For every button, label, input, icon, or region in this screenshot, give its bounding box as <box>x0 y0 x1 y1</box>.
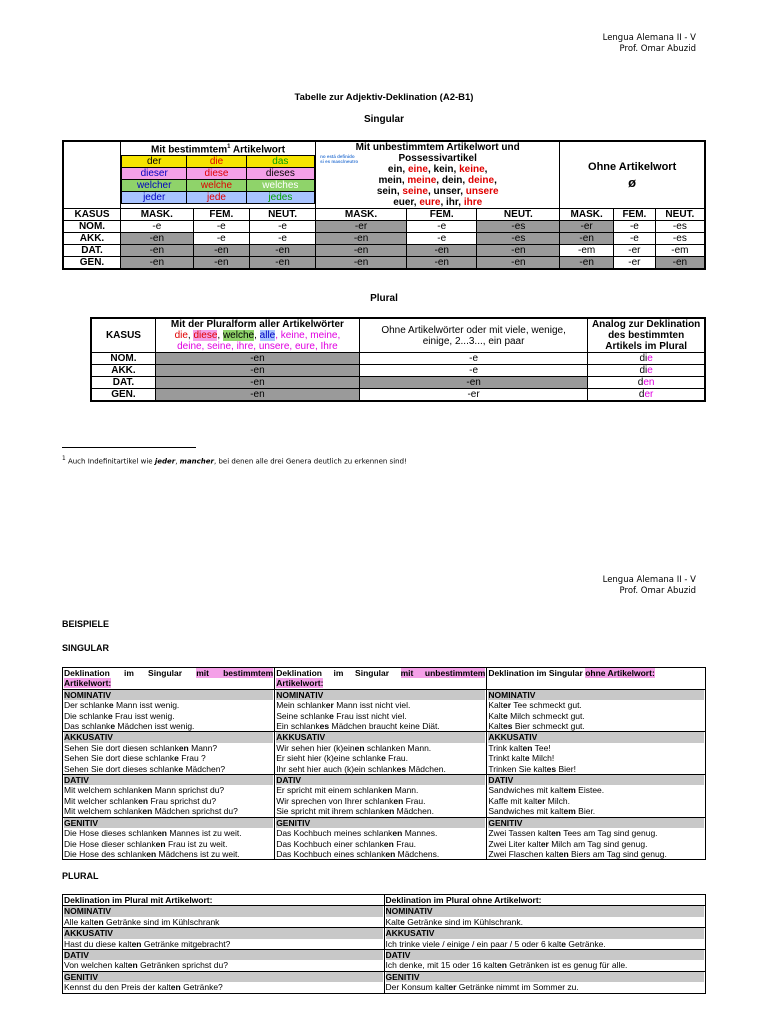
indef-line-2: mein, meine, dein, deine, <box>378 175 497 186</box>
plural-examples-dat <box>63 950 706 972</box>
empty-corner <box>63 141 121 209</box>
col-fem: FEM. <box>614 209 656 221</box>
example-cell: GENITIV Die Hose dieses schlanken Mannes ist zu weit. Die Hose dieser schlanken Frau ist zu weit. Die Hose des schlanken Mädchens ist zu weit. <box>63 817 275 860</box>
document-title: Tabelle zur Adjektiv-Deklination (A2-B1) <box>294 92 474 103</box>
row-nom <box>63 221 705 233</box>
ending: -en <box>155 365 359 377</box>
example-cell: NOMINATIV Der schlanke Mann isst wenig. Die schlanke Frau isst wenig. Das schlanke Mädchen isst wenig. <box>63 689 275 732</box>
plural-row-akk <box>91 365 705 377</box>
header-plural-with: Deklination im Plural mit Artikelwort: <box>63 895 385 906</box>
ending: -er <box>316 221 407 233</box>
col-mask: MASK. <box>560 209 614 221</box>
plural-article-list-2: deine, seine, ihre, unsere, eure, Ihre <box>177 341 338 352</box>
tiny-note-2: si es masc/neutro <box>320 159 359 164</box>
ending: -en <box>121 233 194 245</box>
article-die: die <box>187 156 246 168</box>
article-das: das <box>246 156 314 168</box>
footnote-rule <box>62 447 196 448</box>
header-without: Deklination im Singular ohne Artikelwort: <box>487 668 706 690</box>
ending: -e <box>193 221 249 233</box>
examples-akk <box>63 732 706 775</box>
ending: -e <box>359 365 587 377</box>
examples-nom <box>63 689 706 732</box>
plural-examples-gen <box>63 971 706 993</box>
possessive-header: no está definido si es masc/neutro Possessivartikel <box>320 153 477 164</box>
article-dieses: dieses <box>246 168 314 180</box>
example-cell: DATIV Er spricht mit einem schlanken Mann. Wir sprechen von Ihrer schlanken Frau. Sie spricht mit ihrem schlanken Mädchen. <box>275 775 487 818</box>
ending: -en <box>477 257 560 270</box>
article-jede: jede <box>187 192 246 204</box>
ending: -e <box>406 221 477 233</box>
empty-set-symbol: ø <box>628 175 637 190</box>
example-cell: DATIV Sandwiches mit kaltem Eistee. Kaffe mit kalter Milch. Sandwiches mit kaltem Bier. <box>487 775 706 818</box>
indef-line-3: sein, seine, unser, unsere <box>376 186 499 197</box>
analog-article: den <box>588 377 705 389</box>
article-dieser: dieser <box>122 168 187 180</box>
case-label: DAT. <box>63 245 121 257</box>
article-welche: welche <box>187 180 246 192</box>
ending: -es <box>477 221 560 233</box>
footnote: $^1$ Auch Indefinitartikel wie jeder, mancher, bei denen alle drei Genera deutlich zu erkennen sind! <box>62 456 407 466</box>
ending: -en <box>121 245 194 257</box>
ending: -e <box>121 221 194 233</box>
ending: -em <box>560 245 614 257</box>
plural-header-row <box>91 318 705 353</box>
plural-examples-header <box>63 895 706 906</box>
article-diese: diese <box>187 168 246 180</box>
ending: -en <box>249 245 315 257</box>
ending: -en <box>193 245 249 257</box>
plural-row-dat <box>91 377 705 389</box>
col-neut: NEUT. <box>655 209 705 221</box>
ending: -en <box>477 245 560 257</box>
ending: -er <box>560 221 614 233</box>
ending: -en <box>155 353 359 365</box>
col-neut: NEUT. <box>249 209 315 221</box>
example-cell: GENITIV Der Konsum kalter Getränke nimmt im Sommer zu. <box>384 971 706 993</box>
example-cell: AKKUSATIV Sehen Sie dort diesen schlanken Mann? Sehen Sie dort diese schlanke Frau ? Sehen Sie dort dieses schlanke Mädchen? <box>63 732 275 775</box>
plural-article-list-1: die, diese, welche, alle, keine, meine, <box>174 330 341 341</box>
example-cell: AKKUSATIV Wir sehen hier (k)einen schlanken Mann. Er sieht hier (k)eine schlanke Frau. Ihr seht hier auch (k)ein schlankes Mädchen. <box>275 732 487 775</box>
examples-dat <box>63 775 706 818</box>
case-label: DAT. <box>91 377 155 389</box>
singular-declension-table <box>62 140 706 270</box>
beispiele-heading: BEISPIELE <box>62 619 110 629</box>
ending: -e <box>406 233 477 245</box>
plural-declension-table <box>90 317 706 402</box>
ending: -en <box>155 389 359 402</box>
case-label: GEN. <box>91 389 155 402</box>
course-name: Lengua Alemana II - V <box>602 575 696 585</box>
case-label: GEN. <box>63 257 121 270</box>
ending: -e <box>359 353 587 365</box>
indef-line-4: euer, eure, ihr, ihre <box>393 197 483 208</box>
row-dat <box>63 245 705 257</box>
ending: -e <box>614 221 656 233</box>
case-label: NOM. <box>63 221 121 233</box>
article-welches: welches <box>246 180 314 192</box>
indefinite-article-group <box>316 141 560 209</box>
ending: -en <box>249 257 315 270</box>
example-cell: NOMINATIV Kalter Tee schmeckt gut. Kalte Milch schmeckt gut. Kaltes Bier schmeckt gut. <box>487 689 706 732</box>
plural-article-header <box>155 318 359 353</box>
course-name: Lengua Alemana II - V <box>602 33 696 43</box>
page-header-2 <box>603 575 696 597</box>
ending: -en <box>121 257 194 270</box>
no-article-header: Ohne Artikelwort <box>588 161 677 173</box>
indefinite-header: Mit unbestimmtem Artikelwort und <box>355 142 520 153</box>
ending: -en <box>560 233 614 245</box>
kasus-label: KASUS <box>63 209 121 221</box>
example-cell: NOMINATIV Kalte Getränke sind im Kühlschrank. <box>384 906 706 928</box>
ending: -en <box>193 257 249 270</box>
ending: -es <box>655 221 705 233</box>
analog-article: der <box>588 389 705 402</box>
ending: -e <box>249 221 315 233</box>
examples-header-row <box>63 668 706 690</box>
ending: -en <box>359 377 587 389</box>
analog-article: die <box>588 365 705 377</box>
ending: -en <box>560 257 614 270</box>
col-mask: MASK. <box>316 209 407 221</box>
header-def: Deklination im Singular mit bestimmtem Artikelwort: <box>64 668 274 689</box>
plural-examples-akk <box>63 928 706 950</box>
professor-name: Prof. Omar Abuzid <box>619 44 696 54</box>
example-cell: GENITIV Zwei Tassen kalten Tees am Tag sind genug. Zwei Liter kalter Milch am Tag sind genug. Zwei Flaschen kalten Biers am Tag sind genug. <box>487 817 706 860</box>
col-mask: MASK. <box>121 209 194 221</box>
ending: -er <box>614 257 656 270</box>
example-cell: GENITIV Das Kochbuch meines schlanken Mannes. Das Kochbuch einer schlanken Frau. Das Kochbuch eines schlanken Mädchens. <box>275 817 487 860</box>
plural-row-gen <box>91 389 705 402</box>
kasus-label: KASUS <box>91 318 155 353</box>
no-article-group <box>560 141 705 209</box>
singular-label: SINGULAR <box>62 643 109 653</box>
row-akk <box>63 233 705 245</box>
col-fem: FEM. <box>406 209 477 221</box>
singular-examples-table <box>62 667 706 860</box>
col-fem: FEM. <box>193 209 249 221</box>
ending: -en <box>316 233 407 245</box>
indef-line-1: ein, eine, kein, keine, <box>387 164 488 175</box>
plural-examples-table <box>62 894 706 994</box>
analog-header: Analog zur Deklination des bestimmten Artikels im Plural <box>588 318 705 353</box>
column-header-row <box>63 209 705 221</box>
example-cell: AKKUSATIV Hast du diese kalten Getränke mitgebracht? <box>63 928 385 950</box>
article-jedes: jedes <box>246 192 314 204</box>
ending: -em <box>655 245 705 257</box>
example-cell: NOMINATIV Alle kalten Getränke sind im Kühlschrank <box>63 906 385 928</box>
professor-name: Prof. Omar Abuzid <box>619 586 696 596</box>
plural-heading: Plural <box>370 293 398 304</box>
ending: -es <box>655 233 705 245</box>
header-plural-without: Deklination im Plural ohne Artikelwort: <box>384 895 706 906</box>
col-neut: NEUT. <box>477 209 560 221</box>
page-header <box>603 33 696 55</box>
article-welcher: welcher <box>122 180 187 192</box>
ending: -en <box>406 245 477 257</box>
row-gen <box>63 257 705 270</box>
case-label: AKK. <box>91 365 155 377</box>
plural-row-nom <box>91 353 705 365</box>
example-cell: AKKUSATIV Trink kalten Tee! Trinkt kalte Milch! Trinken Sie kaltes Bier! <box>487 732 706 775</box>
ending: -er <box>359 389 587 402</box>
ending: -er <box>614 245 656 257</box>
ending: -e <box>249 233 315 245</box>
plural-label: PLURAL <box>62 871 99 881</box>
examples-gen <box>63 817 706 860</box>
ending: -en <box>316 245 407 257</box>
definite-articles <box>121 155 315 204</box>
example-cell: GENITIV Kennst du den Preis der kalten Getränke? <box>63 971 385 993</box>
ending: -e <box>614 233 656 245</box>
ending: -es <box>477 233 560 245</box>
ending: -en <box>406 257 477 270</box>
example-cell: NOMINATIV Mein schlanker Mann isst nicht viel. Seine schlanke Frau isst nicht viel. Ein schlankes Mädchen braucht keine Diät. <box>275 689 487 732</box>
example-cell: DATIV Mit welchem schlanken Mann sprichst du? Mit welcher schlanken Frau sprichst du? Mit welchem schlanken Mädchen sprichst du? <box>63 775 275 818</box>
plural-article-title: Mit der Pluralform aller Artikelwörter <box>170 319 344 330</box>
ending: -en <box>155 377 359 389</box>
tiny-note-1: no está definido <box>320 154 355 159</box>
header-indef: Deklination im Singular mit unbestimmtem Artikelwort: <box>276 668 486 689</box>
example-cell: DATIV Ich denke, mit 15 oder 16 kalten Getränken ist es genug für alle. <box>384 950 706 972</box>
analog-article: die <box>588 353 705 365</box>
ending: -e <box>193 233 249 245</box>
example-cell: AKKUSATIV Ich trinke viele / einige / ein paar / 5 oder 6 kalte Getränke. <box>384 928 706 950</box>
ending: -en <box>655 257 705 270</box>
example-cell: DATIV Von welchen kalten Getränken sprichst du? <box>63 950 385 972</box>
article-der: der <box>122 156 187 168</box>
article-jeder: jeder <box>122 192 187 204</box>
case-label: AKK. <box>63 233 121 245</box>
singular-heading: Singular <box>363 114 404 125</box>
case-label: NOM. <box>91 353 155 365</box>
no-article-plural-header: Ohne Artikelwörter oder mit viele, wenige, einige, 2...3..., ein paar <box>359 318 587 353</box>
plural-examples-nom <box>63 906 706 928</box>
definite-header: Mit bestimmtem$^1$ Artikelwort <box>150 144 286 156</box>
definite-article-group <box>121 141 316 209</box>
ending: -en <box>316 257 407 270</box>
